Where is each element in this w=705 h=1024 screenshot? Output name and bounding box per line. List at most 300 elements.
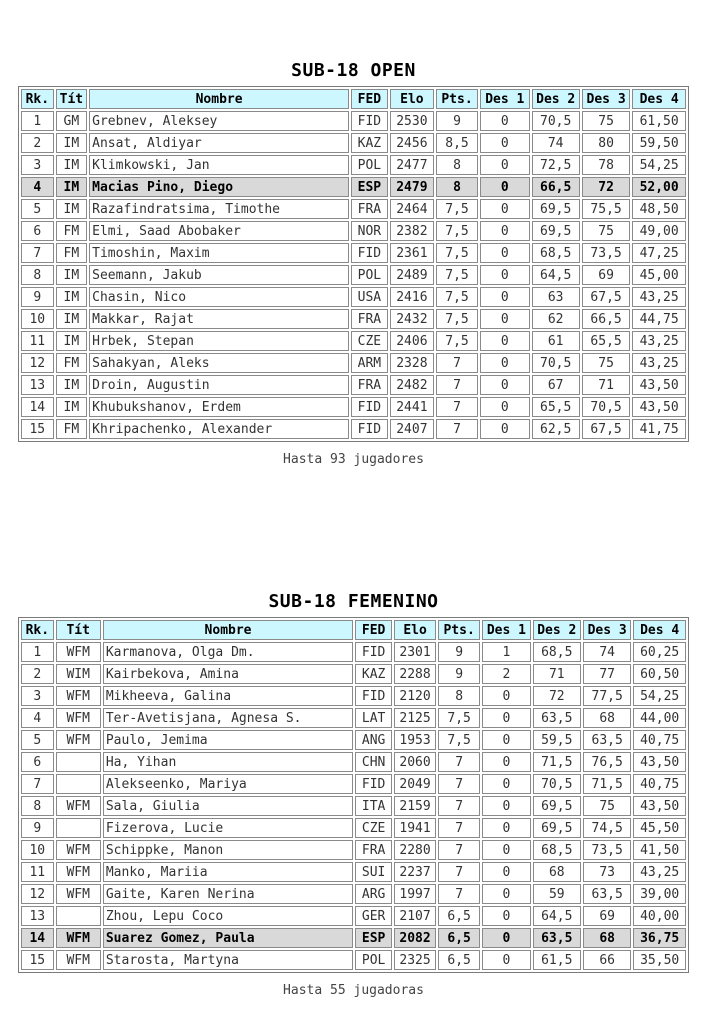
cell-points: 7,5: [436, 287, 478, 307]
cell-tiebreak-1: 0: [482, 862, 530, 882]
cell-fed: CZE: [355, 818, 392, 838]
header-name: Nombre: [89, 89, 349, 109]
cell-tiebreak-2: 70,5: [533, 774, 581, 794]
cell-points: 7,5: [436, 309, 478, 329]
table-row: [21, 287, 686, 307]
cell-name: Makkar, Rajat: [89, 309, 349, 329]
cell-tiebreak-2: 69,5: [532, 221, 580, 241]
table-row: [21, 818, 686, 838]
cell-points: 8: [436, 155, 478, 175]
cell-title: IM: [56, 133, 88, 153]
cell-tiebreak-1: 0: [480, 397, 529, 417]
cell-points: 7,5: [438, 708, 480, 728]
femenino-rows: [21, 642, 686, 970]
table-row: [21, 111, 686, 131]
cell-tiebreak-3: 77: [583, 664, 631, 684]
cell-elo: 2288: [394, 664, 436, 684]
table-row: [21, 752, 686, 772]
cell-points: 8,5: [436, 133, 478, 153]
cell-name: Macias Pino, Diego: [89, 177, 349, 197]
table-row: [21, 375, 686, 395]
cell-elo: 2049: [394, 774, 436, 794]
cell-tiebreak-4: 61,50: [632, 111, 686, 131]
cell-points: 7,5: [436, 265, 478, 285]
header-points: Pts.: [436, 89, 478, 109]
femenino-title: SUB-18 FEMENINO: [268, 591, 439, 612]
cell-tiebreak-3: 75: [582, 353, 630, 373]
cell-points: 7,5: [436, 221, 478, 241]
cell-tiebreak-3: 73: [583, 862, 631, 882]
cell-fed: CZE: [351, 331, 388, 351]
cell-fed: FID: [355, 642, 392, 662]
cell-rank: 1: [21, 642, 54, 662]
femenino-footer: Hasta 55 jugadoras: [283, 983, 424, 998]
cell-points: 7: [436, 353, 478, 373]
cell-tiebreak-3: 67,5: [582, 287, 630, 307]
cell-rank: 9: [21, 818, 54, 838]
cell-tiebreak-2: 72,5: [532, 155, 580, 175]
femenino-section: [18, 589, 689, 998]
cell-tiebreak-3: 68: [583, 708, 631, 728]
cell-tiebreak-2: 59,5: [533, 730, 581, 750]
cell-title: WFM: [56, 708, 101, 728]
cell-tiebreak-4: 60,50: [633, 664, 686, 684]
cell-points: 7: [436, 397, 478, 417]
cell-elo: 2416: [390, 287, 434, 307]
cell-title: FM: [56, 221, 88, 241]
cell-title: FM: [56, 419, 88, 439]
cell-tiebreak-1: 0: [482, 840, 530, 860]
cell-elo: 2464: [390, 199, 434, 219]
cell-name: Kairbekova, Amina: [103, 664, 353, 684]
cell-tiebreak-2: 68,5: [533, 840, 581, 860]
cell-points: 7: [438, 774, 480, 794]
cell-name: Ter-Avetisjana, Agnesa S.: [103, 708, 353, 728]
cell-title: IM: [56, 331, 88, 351]
cell-rank: 10: [21, 840, 54, 860]
cell-tiebreak-3: 75: [582, 221, 630, 241]
cell-rank: 2: [21, 133, 54, 153]
header-fed: FED: [355, 620, 392, 640]
table-row: [21, 397, 686, 417]
cell-name: Fizerova, Lucie: [103, 818, 353, 838]
cell-tiebreak-4: 35,50: [633, 950, 686, 970]
cell-elo: 2482: [390, 375, 434, 395]
cell-tiebreak-2: 61: [532, 331, 580, 351]
cell-title: FM: [56, 353, 88, 373]
cell-elo: 2301: [394, 642, 436, 662]
cell-tiebreak-3: 69: [583, 906, 631, 926]
cell-title: WFM: [56, 796, 101, 816]
cell-elo: 2107: [394, 906, 436, 926]
header-tiebreak-1: Des 1: [480, 89, 529, 109]
cell-tiebreak-4: 39,00: [633, 884, 686, 904]
cell-title: IM: [56, 265, 88, 285]
cell-tiebreak-4: 45,50: [633, 818, 686, 838]
cell-tiebreak-4: 36,75: [633, 928, 686, 948]
header-points: Pts.: [438, 620, 480, 640]
table-row: [21, 331, 686, 351]
header-elo: Elo: [394, 620, 436, 640]
cell-tiebreak-4: 59,50: [632, 133, 686, 153]
cell-tiebreak-3: 71,5: [583, 774, 631, 794]
cell-tiebreak-2: 59: [533, 884, 581, 904]
cell-fed: ITA: [355, 796, 392, 816]
table-row: [21, 708, 686, 728]
cell-elo: 2328: [390, 353, 434, 373]
cell-points: 8: [436, 177, 478, 197]
cell-tiebreak-1: 0: [480, 265, 529, 285]
cell-tiebreak-3: 71: [582, 375, 630, 395]
cell-title: WFM: [56, 862, 101, 882]
cell-fed: FID: [351, 243, 388, 263]
cell-rank: 5: [21, 199, 54, 219]
cell-fed: FRA: [351, 199, 388, 219]
cell-tiebreak-1: 0: [480, 111, 529, 131]
cell-title: WFM: [56, 730, 101, 750]
cell-tiebreak-4: 43,25: [633, 862, 686, 882]
cell-tiebreak-4: 54,25: [632, 155, 686, 175]
cell-elo: 2432: [390, 309, 434, 329]
cell-title: WFM: [56, 884, 101, 904]
cell-elo: 2325: [394, 950, 436, 970]
cell-tiebreak-4: 49,00: [632, 221, 686, 241]
header-fed: FED: [351, 89, 388, 109]
table-row: [21, 642, 686, 662]
cell-tiebreak-2: 61,5: [533, 950, 581, 970]
cell-tiebreak-4: 48,50: [632, 199, 686, 219]
cell-rank: 8: [21, 265, 54, 285]
header-tiebreak-4: Des 4: [633, 620, 686, 640]
cell-tiebreak-2: 71: [533, 664, 581, 684]
cell-elo: 2406: [390, 331, 434, 351]
cell-points: 6,5: [438, 906, 480, 926]
table-row: [21, 884, 686, 904]
cell-tiebreak-1: 0: [480, 133, 529, 153]
cell-tiebreak-3: 63,5: [583, 730, 631, 750]
cell-elo: 2280: [394, 840, 436, 860]
cell-tiebreak-1: 0: [480, 243, 529, 263]
cell-points: 7: [436, 419, 478, 439]
cell-rank: 4: [21, 177, 54, 197]
cell-points: 9: [438, 642, 480, 662]
cell-name: Paulo, Jemima: [103, 730, 353, 750]
cell-tiebreak-3: 73,5: [582, 243, 630, 263]
cell-fed: ESP: [355, 928, 392, 948]
cell-tiebreak-1: 0: [482, 730, 530, 750]
cell-tiebreak-1: 0: [480, 309, 529, 329]
cell-tiebreak-1: 0: [482, 686, 530, 706]
cell-name: Timoshin, Maxim: [89, 243, 349, 263]
cell-title: WFM: [56, 840, 101, 860]
cell-name: Mikheeva, Galina: [103, 686, 353, 706]
cell-rank: 9: [21, 287, 54, 307]
cell-rank: 14: [21, 928, 54, 948]
cell-fed: ANG: [355, 730, 392, 750]
cell-fed: ARM: [351, 353, 388, 373]
cell-elo: 2382: [390, 221, 434, 241]
cell-tiebreak-3: 66,5: [582, 309, 630, 329]
cell-name: Seemann, Jakub: [89, 265, 349, 285]
cell-points: 9: [438, 664, 480, 684]
cell-elo: 2441: [390, 397, 434, 417]
cell-elo: 2407: [390, 419, 434, 439]
cell-tiebreak-4: 44,00: [633, 708, 686, 728]
cell-title: IM: [56, 199, 88, 219]
cell-fed: FRA: [355, 840, 392, 860]
cell-points: 7,5: [436, 331, 478, 351]
cell-tiebreak-4: 43,25: [632, 287, 686, 307]
cell-elo: 2082: [394, 928, 436, 948]
cell-name: Manko, Mariia: [103, 862, 353, 882]
femenino-header-row: [21, 620, 686, 640]
header-tiebreak-1: Des 1: [482, 620, 530, 640]
cell-tiebreak-4: 43,25: [632, 331, 686, 351]
cell-tiebreak-4: 43,50: [632, 375, 686, 395]
cell-tiebreak-3: 74,5: [583, 818, 631, 838]
cell-rank: 13: [21, 375, 54, 395]
cell-points: 7,5: [438, 730, 480, 750]
cell-tiebreak-4: 52,00: [632, 177, 686, 197]
cell-tiebreak-1: 2: [482, 664, 530, 684]
header-tiebreak-4: Des 4: [632, 89, 686, 109]
header-rank: Rk.: [21, 89, 54, 109]
cell-tiebreak-3: 69: [582, 265, 630, 285]
cell-tiebreak-2: 71,5: [533, 752, 581, 772]
cell-title: IM: [56, 287, 88, 307]
cell-name: Khripachenko, Alexander: [89, 419, 349, 439]
open-section: [18, 58, 689, 467]
table-row: [21, 774, 686, 794]
table-row: [21, 862, 686, 882]
cell-points: 6,5: [438, 928, 480, 948]
table-row: [21, 664, 686, 684]
header-tiebreak-2: Des 2: [533, 620, 581, 640]
cell-tiebreak-2: 62: [532, 309, 580, 329]
cell-title: IM: [56, 155, 88, 175]
cell-points: 7: [438, 840, 480, 860]
table-row: [21, 353, 686, 373]
cell-name: Gaite, Karen Nerina: [103, 884, 353, 904]
femenino-table: [18, 617, 689, 973]
cell-tiebreak-3: 75,5: [582, 199, 630, 219]
cell-fed: KAZ: [355, 664, 392, 684]
cell-points: 8: [438, 686, 480, 706]
cell-elo: 1953: [394, 730, 436, 750]
cell-rank: 6: [21, 752, 54, 772]
header-rank: Rk.: [21, 620, 54, 640]
cell-title: IM: [56, 309, 88, 329]
cell-elo: 2530: [390, 111, 434, 131]
cell-tiebreak-1: 0: [482, 906, 530, 926]
cell-points: 9: [436, 111, 478, 131]
cell-tiebreak-2: 66,5: [532, 177, 580, 197]
cell-rank: 12: [21, 884, 54, 904]
cell-title: WFM: [56, 950, 101, 970]
cell-elo: 2361: [390, 243, 434, 263]
cell-name: Khubukshanov, Erdem: [89, 397, 349, 417]
cell-elo: 2060: [394, 752, 436, 772]
cell-tiebreak-4: 43,50: [633, 796, 686, 816]
open-title: SUB-18 OPEN: [291, 60, 416, 81]
cell-tiebreak-4: 40,75: [633, 730, 686, 750]
table-row: [21, 309, 686, 329]
cell-tiebreak-4: 60,25: [633, 642, 686, 662]
cell-tiebreak-3: 66: [583, 950, 631, 970]
cell-fed: FID: [355, 774, 392, 794]
cell-fed: FID: [355, 686, 392, 706]
cell-tiebreak-2: 62,5: [532, 419, 580, 439]
cell-tiebreak-4: 54,25: [633, 686, 686, 706]
cell-title: IM: [56, 375, 88, 395]
cell-rank: 2: [21, 664, 54, 684]
cell-tiebreak-4: 45,00: [632, 265, 686, 285]
cell-tiebreak-4: 41,50: [633, 840, 686, 860]
cell-tiebreak-3: 63,5: [583, 884, 631, 904]
cell-tiebreak-2: 63,5: [533, 928, 581, 948]
cell-tiebreak-1: 0: [482, 774, 530, 794]
cell-title: IM: [56, 177, 88, 197]
header-title: Tít: [56, 89, 88, 109]
cell-points: 6,5: [438, 950, 480, 970]
cell-tiebreak-2: 68,5: [532, 243, 580, 263]
header-tiebreak-3: Des 3: [583, 620, 631, 640]
cell-name: Klimkowski, Jan: [89, 155, 349, 175]
cell-tiebreak-1: 0: [480, 353, 529, 373]
header-tiebreak-2: Des 2: [532, 89, 580, 109]
open-rows: [21, 111, 686, 439]
open-header-row: [21, 89, 686, 109]
cell-name: Sahakyan, Aleks: [89, 353, 349, 373]
cell-rank: 6: [21, 221, 54, 241]
cell-fed: NOR: [351, 221, 388, 241]
cell-title: [56, 818, 101, 838]
cell-points: 7: [438, 796, 480, 816]
cell-name: Elmi, Saad Abobaker: [89, 221, 349, 241]
cell-name: Droin, Augustin: [89, 375, 349, 395]
cell-rank: 7: [21, 243, 54, 263]
cell-name: Grebnev, Aleksey: [89, 111, 349, 131]
cell-tiebreak-3: 74: [583, 642, 631, 662]
table-row: [21, 265, 686, 285]
cell-tiebreak-1: 0: [482, 708, 530, 728]
cell-tiebreak-3: 68: [583, 928, 631, 948]
cell-rank: 8: [21, 796, 54, 816]
cell-fed: ARG: [355, 884, 392, 904]
cell-name: Alekseenko, Mariya: [103, 774, 353, 794]
table-row: [21, 840, 686, 860]
cell-tiebreak-1: 0: [482, 818, 530, 838]
cell-rank: 13: [21, 906, 54, 926]
cell-fed: USA: [351, 287, 388, 307]
cell-tiebreak-2: 67: [532, 375, 580, 395]
cell-fed: FID: [351, 419, 388, 439]
cell-fed: FID: [351, 397, 388, 417]
cell-tiebreak-1: 0: [482, 884, 530, 904]
cell-title: WIM: [56, 664, 101, 684]
table-row: [21, 950, 686, 970]
cell-rank: 10: [21, 309, 54, 329]
cell-name: Sala, Giulia: [103, 796, 353, 816]
cell-name: Ansat, Aldiyar: [89, 133, 349, 153]
cell-rank: 11: [21, 331, 54, 351]
cell-tiebreak-2: 64,5: [533, 906, 581, 926]
cell-elo: 2489: [390, 265, 434, 285]
cell-elo: 1941: [394, 818, 436, 838]
table-row: [21, 221, 686, 241]
cell-title: WFM: [56, 686, 101, 706]
cell-elo: 2477: [390, 155, 434, 175]
cell-tiebreak-1: 0: [482, 796, 530, 816]
cell-tiebreak-2: 65,5: [532, 397, 580, 417]
cell-tiebreak-3: 73,5: [583, 840, 631, 860]
table-row: [21, 419, 686, 439]
cell-title: [56, 752, 101, 772]
cell-rank: 7: [21, 774, 54, 794]
cell-tiebreak-1: 0: [480, 331, 529, 351]
table-row: [21, 796, 686, 816]
header-elo: Elo: [390, 89, 434, 109]
cell-tiebreak-4: 43,50: [632, 397, 686, 417]
cell-rank: 12: [21, 353, 54, 373]
cell-title: GM: [56, 111, 88, 131]
cell-fed: FRA: [351, 309, 388, 329]
cell-name: Starosta, Martyna: [103, 950, 353, 970]
cell-tiebreak-1: 0: [482, 928, 530, 948]
table-row: [21, 199, 686, 219]
cell-name: Razafindratsima, Timothe: [89, 199, 349, 219]
cell-elo: 1997: [394, 884, 436, 904]
cell-elo: 2456: [390, 133, 434, 153]
cell-fed: LAT: [355, 708, 392, 728]
cell-tiebreak-2: 70,5: [532, 111, 580, 131]
cell-fed: POL: [355, 950, 392, 970]
cell-tiebreak-1: 0: [480, 375, 529, 395]
cell-tiebreak-2: 74: [532, 133, 580, 153]
cell-points: 7,5: [436, 243, 478, 263]
cell-tiebreak-2: 63: [532, 287, 580, 307]
cell-tiebreak-3: 78: [582, 155, 630, 175]
cell-tiebreak-2: 68: [533, 862, 581, 882]
table-row: [21, 928, 686, 948]
cell-rank: 1: [21, 111, 54, 131]
cell-tiebreak-4: 43,50: [633, 752, 686, 772]
cell-points: 7: [438, 884, 480, 904]
cell-tiebreak-1: 0: [480, 419, 529, 439]
cell-tiebreak-4: 44,75: [632, 309, 686, 329]
cell-fed: GER: [355, 906, 392, 926]
cell-name: Chasin, Nico: [89, 287, 349, 307]
cell-rank: 4: [21, 708, 54, 728]
header-title: Tít: [56, 620, 101, 640]
cell-rank: 11: [21, 862, 54, 882]
cell-tiebreak-1: 0: [480, 177, 529, 197]
table-row: [21, 155, 686, 175]
cell-fed: SUI: [355, 862, 392, 882]
cell-tiebreak-1: 0: [480, 221, 529, 241]
cell-tiebreak-2: 68,5: [533, 642, 581, 662]
cell-fed: POL: [351, 155, 388, 175]
cell-tiebreak-3: 76,5: [583, 752, 631, 772]
cell-tiebreak-1: 0: [480, 155, 529, 175]
cell-tiebreak-2: 72: [533, 686, 581, 706]
cell-tiebreak-2: 63,5: [533, 708, 581, 728]
cell-tiebreak-4: 40,00: [633, 906, 686, 926]
cell-tiebreak-3: 75: [582, 111, 630, 131]
cell-name: Zhou, Lepu Coco: [103, 906, 353, 926]
header-name: Nombre: [103, 620, 353, 640]
cell-fed: ESP: [351, 177, 388, 197]
